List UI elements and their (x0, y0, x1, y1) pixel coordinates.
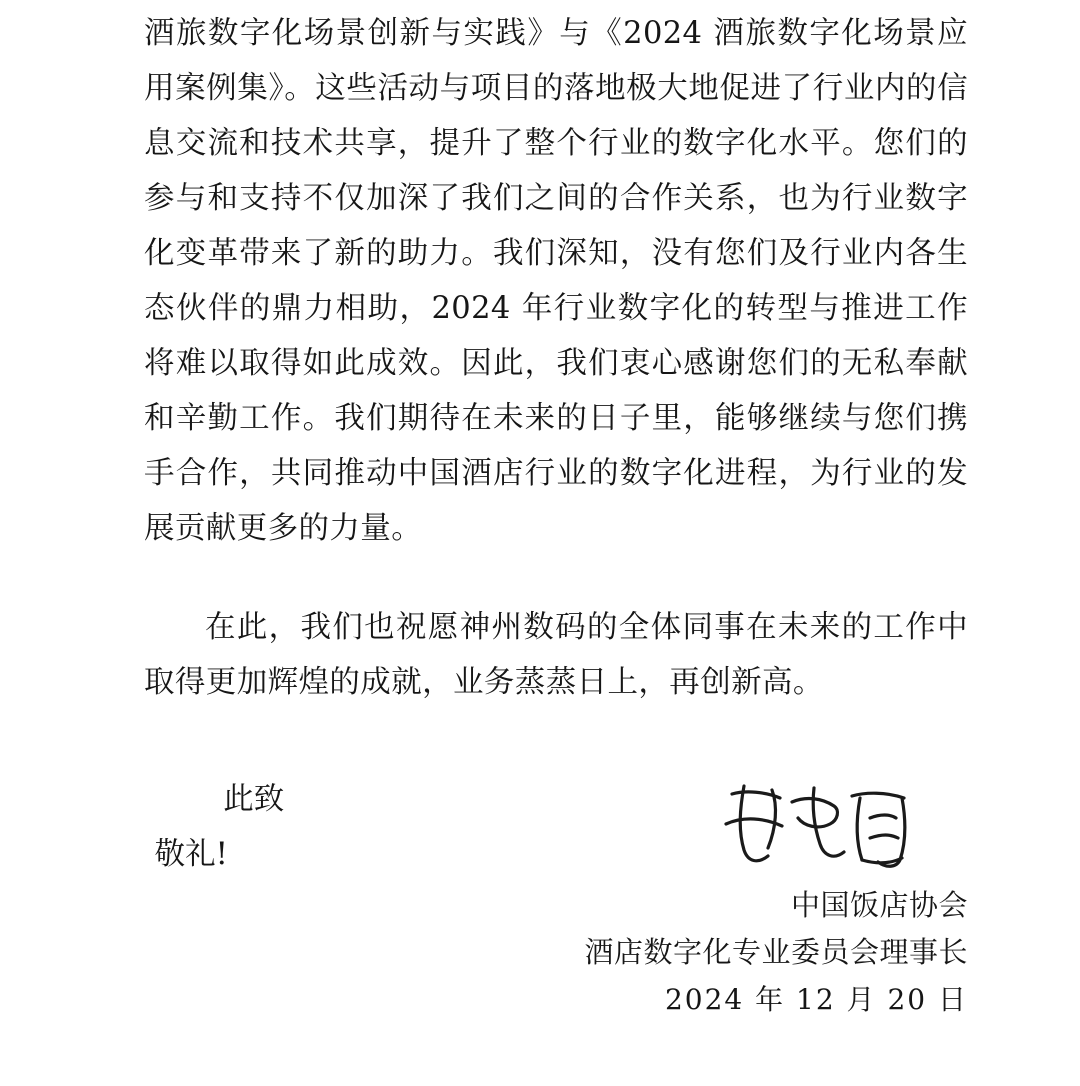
handwritten-signature-icon (538, 772, 954, 882)
closing-salutation: 此致 (223, 782, 285, 817)
paragraph-wishes: 在此，我们也祝愿神州数码的全体同事在未来的工作中取得更加辉煌的成就，业务蒸蒸日上，再创新高。 (144, 610, 968, 700)
paragraph-continued: 酒旅数字化场景创新与实践》与《2024 酒旅数字化场景应用案例集》。这些活动与项目的落地极大地促进了行业内的信息交流和技术共享，提升了整个行业的数字化水平。您们的参与和支持不仅加深了我们之间的合作关系，也为行业数字化变革带来了新的助力。我们深知，没有您们及行业内各生态伙伴的鼎力相助，2024 年行业数字化的转型与推进工作将难以取得如此成效。因此，我们衷心感谢您们的无私奉献和辛勤工作。我们期待在未来的日子里，能够继续与您们携手合作，共同推动中国酒店行业的数字化进程，为行业的发展贡献更多的力量。 (144, 16, 968, 546)
closing-regards: 敬礼! (154, 837, 228, 872)
signature-organization: 中国饭店协会 (790, 888, 968, 922)
signature-area (538, 772, 968, 1023)
signature-title: 酒店数字化专业委员会理事长 (584, 935, 968, 969)
signature-date: 2024 年 12 月 20 日 (664, 983, 968, 1016)
